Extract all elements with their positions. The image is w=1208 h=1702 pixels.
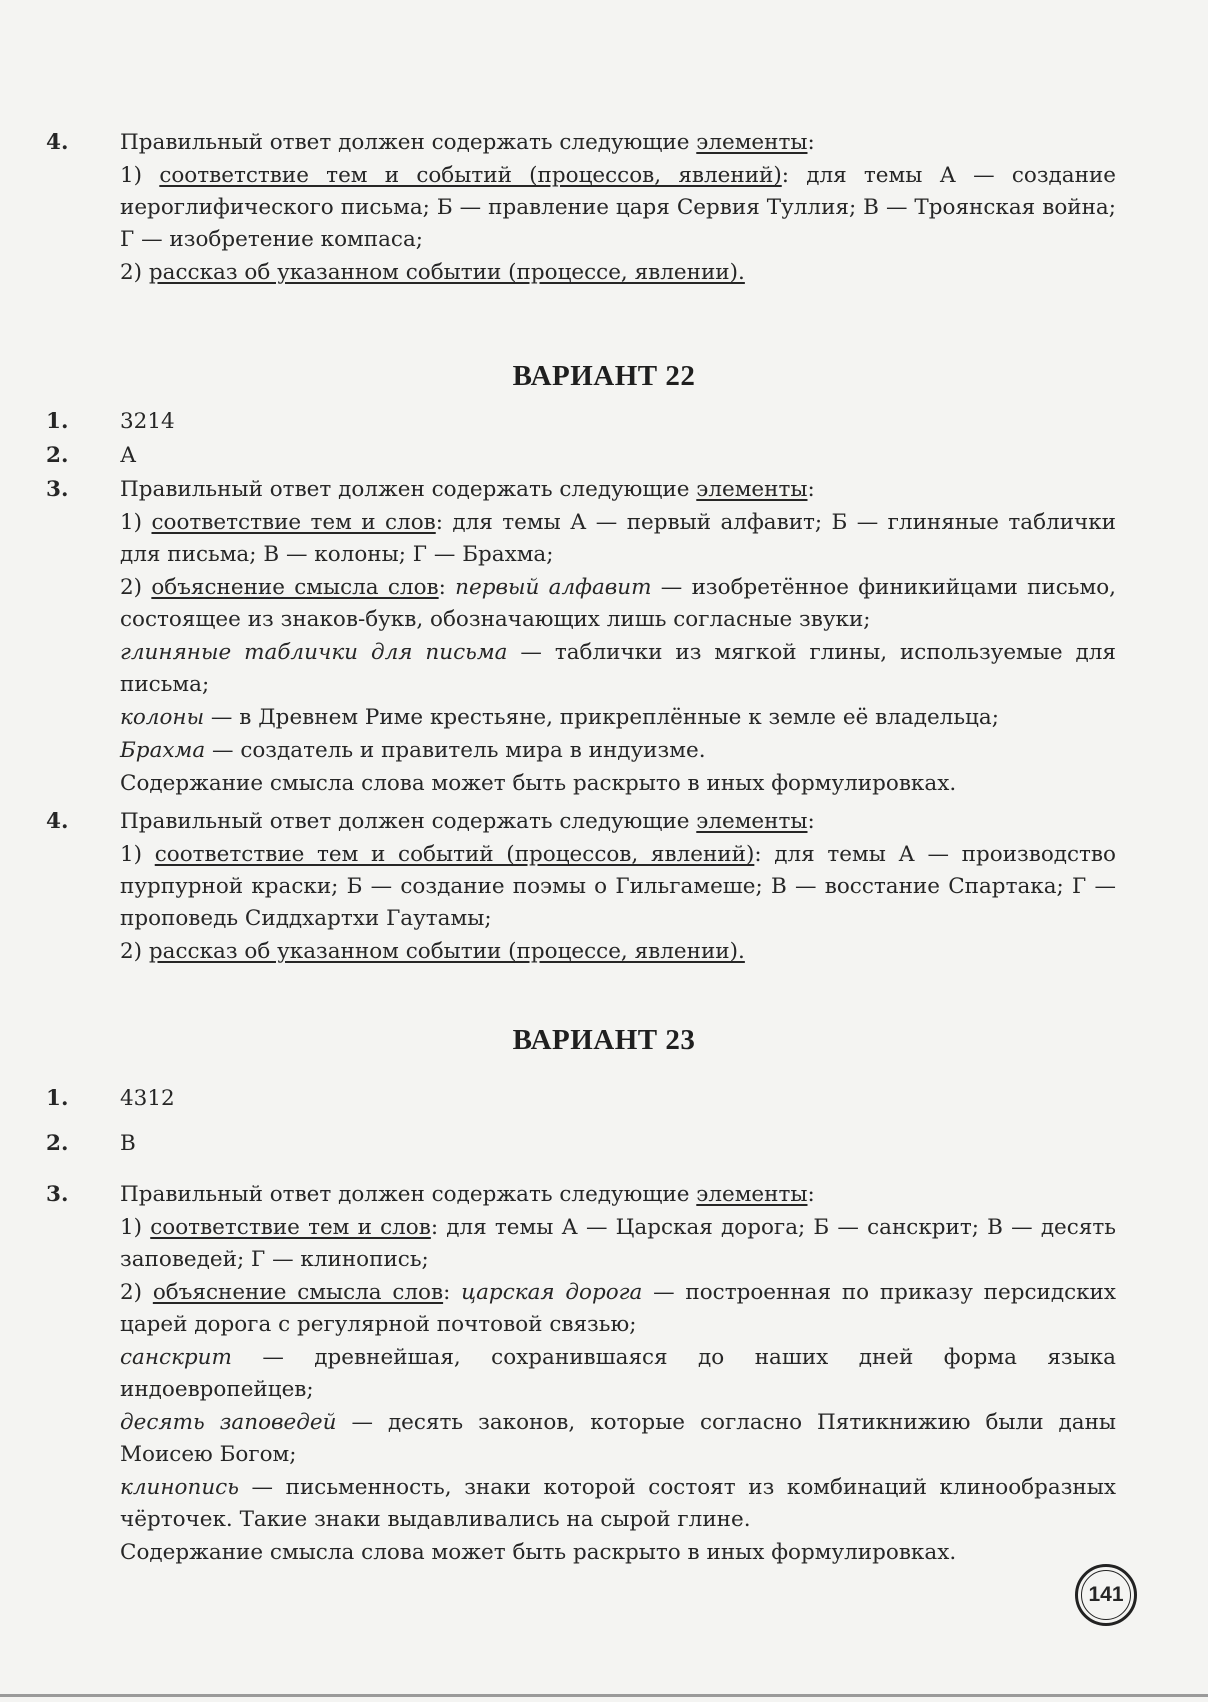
term-definition: клинопись — письменность, знаки которой состоят из комбинаций клинообразных чёрточек. Такие знаки выдавливались на сырой глине. [120,1475,1116,1532]
item-number: 3. [46,477,69,502]
item-point-1: 1) соответствие тем и слов: для темы А — Царская дорога; Б — санскрит; В — десять заповедей; Г — клинопись; [120,1215,1116,1272]
term-definition: Брахма — создатель и правитель мира в индуизме. [120,738,706,763]
item-intro: Правильный ответ должен содержать следующие элементы: [120,477,815,502]
v22-answer-1 [46,406,1116,438]
answer-value: А [120,443,137,468]
item-number: 2. [46,443,69,468]
item-point-2: 2) рассказ об указанном событии (процессе, явлении). [120,939,745,964]
item-point-2: 2) объяснение смысла слов: царская дорога — построенная по приказу персидских царей дорога с регулярной почтовой связью; [120,1280,1117,1337]
item-number: 4. [46,809,69,834]
note: Содержание смысла слова может быть раскрыто в иных формулировках. [120,1540,957,1565]
answer-value: В [120,1131,136,1156]
v22-answer-2 [46,440,1116,472]
term-definition: колоны — в Древнем Риме крестьяне, прикреплённые к земле её владельца; [120,705,999,730]
v23-answer-3 [46,1179,1116,1570]
item-number: 1. [46,1086,69,1111]
variant-23-heading: ВАРИАНТ 23 [512,1024,696,1056]
item-point-1: 1) соответствие тем и событий (процессов, явлений): для темы А — производство пурпурной краски; Б — создание поэмы о Гильгамеше; В — восстание Спартака; Г — проповедь Сиддхартхи Гаутамы; [120,842,1116,931]
page-number-badge [1075,1564,1137,1626]
variant-22-heading: ВАРИАНТ 22 [512,360,696,392]
v23-answer-2 [46,1128,1116,1160]
v22-answer-3 [46,474,1116,801]
term-definition: санскрит — древнейшая, сохранившаяся до наших дней форма языка индоевропейцев; [120,1345,1116,1402]
item-intro: Правильный ответ должен содержать следующие элементы: [120,130,815,155]
term-definition: глиняные таблички для письма — таблички из мягкой глины, используемые для письма; [120,640,1116,697]
item-point-2: 2) объяснение смысла слов: первый алфавит — изобретённое финикийцами письмо, состоящее из знаков-букв, обозначающих лишь согласные звуки; [120,575,1117,632]
term-definition: десять заповедей — десять законов, которые согласно Пятикнижию были даны Моисею Богом; [120,1410,1117,1467]
answer-value: 4312 [120,1086,175,1111]
item-number: 2. [46,1131,69,1156]
item-point-1: 1) соответствие тем и событий (процессов, явлений): для темы А — создание иероглифического письма; Б — правление царя Сервия Туллия; В — Троянская война; Г — изобретение компаса; [120,163,1116,252]
v23-answer-1 [46,1083,1116,1115]
page-number: 141 [1088,1583,1124,1606]
item-intro: Правильный ответ должен содержать следующие элементы: [120,1182,815,1207]
answer-value: 3214 [120,409,175,434]
item-number: 1. [46,409,69,434]
item-intro: Правильный ответ должен содержать следующие элементы: [120,809,815,834]
item-number: 4. [46,130,69,155]
note: Содержание смысла слова может быть раскрыто в иных формулировках. [120,771,957,796]
page-bottom-edge [0,1694,1208,1697]
item-point-1: 1) соответствие тем и слов: для темы А — первый алфавит; Б — глиняные таблички для письма; В — колоны; Г — Брахма; [120,510,1117,567]
v22-answer-4 [46,806,1116,969]
answer-item-4-prev [46,127,1116,290]
item-point-2: 2) рассказ об указанном событии (процессе, явлении). [120,260,745,285]
item-number: 3. [46,1182,69,1207]
